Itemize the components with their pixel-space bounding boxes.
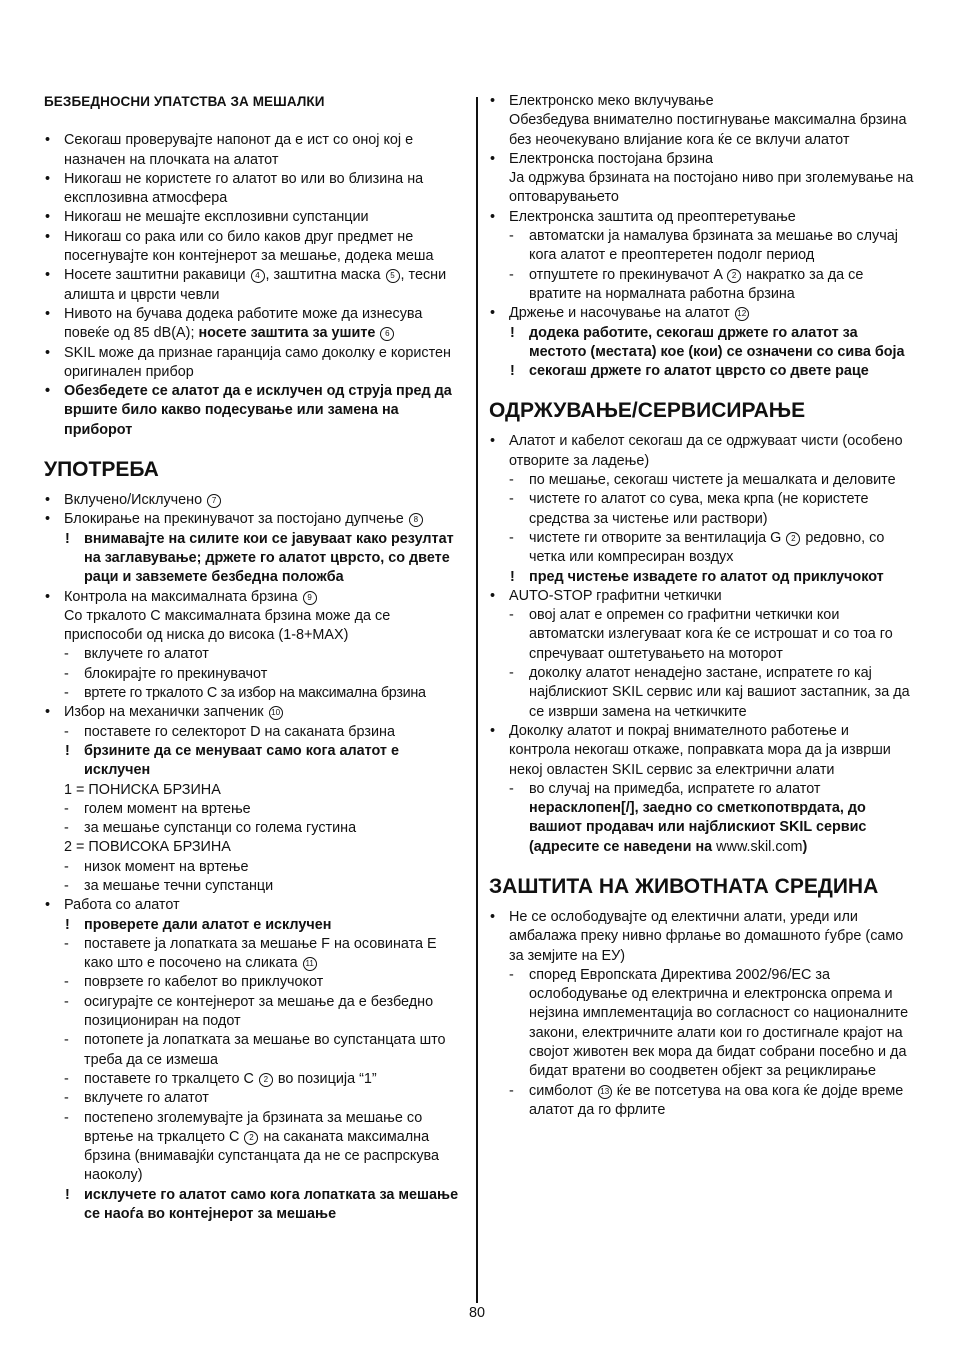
list-item: • Доколку алатот и покрај внимателното работење и контрола некогаш откаже, поправката мора да ја изврши некој овластен SKIL сервис за електрични алати: [489, 722, 914, 780]
sub-item: - поставете го селекторот D на саканата брзина: [44, 723, 469, 742]
ref-marker: 2: [727, 269, 741, 283]
sub-item: - блокирајте го прекинувачот: [44, 665, 469, 684]
sub-item: - според Европската Директива 2002/96/EC за ослободување од електрична и електронска опрема и нејзина имплементација во согласност со националните закони, електричните алати кои го достигнале крајот на својот животен век мора да бидат собрани посебно и да бидат вратени во соодветен објект за рециклирање: [489, 966, 914, 1082]
sub-item: - автоматски ја намалува брзината за мешање во случај кога алатот е преоптеретен подолг период: [489, 227, 914, 266]
list-item: • Обезбедете се алатот да е исклучен од струја пред да вршите било какво подесување или замена на приборот: [44, 382, 469, 440]
list-item: • Нивото на бучава додека работите може да изнесува повеќе од 85 dB(A); носете заштита за ушите 6: [44, 305, 469, 344]
sub-item: - голем момент на вртење: [44, 800, 469, 819]
sub-item: - низок момент на вртење: [44, 858, 469, 877]
ref-marker: 6: [380, 327, 394, 341]
sub-item: - чистете го алатот со сува, мека крпа (не користете средства за чистење или раствори): [489, 490, 914, 529]
ref-marker: 13: [598, 1085, 612, 1099]
warning-item: ! пред чистење извадете го алатот од приклучокот: [489, 568, 914, 587]
maintenance-heading: ОДРЖУВАЊЕ/СЕРВИСИРАЊЕ: [489, 399, 806, 423]
ref-marker: 7: [207, 494, 221, 508]
safety-heading: БЕЗБЕДНОСНИ УПАТСТВА ЗА МЕШАЛКИ: [44, 94, 325, 109]
page-number: 80: [468, 1305, 485, 1321]
ref-marker: 5: [386, 269, 400, 283]
list-item: • Блокирање на прекинувачот за постојано дупчење 8: [44, 510, 469, 529]
list-item: • Алатот и кабелот секогаш да се одржуваат чисти (особено отворите за ладење): [489, 432, 914, 471]
item-description: Со тркалото C максималната брзина може да се приспособи од ниска до висока (1-8+MAX): [64, 607, 391, 644]
list-item: • Држење и насочување на алатот 12: [489, 304, 914, 323]
sub-item: - за мешање супстанци со голема густина: [44, 819, 469, 838]
gear-label: 1 = ПОНИСКА БРЗИНА: [64, 781, 221, 798]
ref-marker: 9: [303, 591, 317, 605]
warning-item: ! проверете дали алатот е исклучен: [44, 916, 469, 935]
list-item: • Носете заштитни ракавици 4 , заштитна маска 5 , тесни алишта и цврсти чевли: [44, 266, 469, 305]
warning-item: ! внимавајте на силите кои се јавуваат како резултат на заглавување; држете го алатот цврсто, со двете раци и завземете безбедна положба: [44, 530, 469, 588]
sub-item: - доколку алатот ненадејно застане, испратете го кај најблискиот SKIL сервис или кај вашиот застапник, за да се изврши замена на четкичките: [489, 664, 914, 722]
sub-item: - за мешање течни супстанци: [44, 877, 469, 896]
list-item: • Електронска заштита од преоптеретување: [489, 208, 914, 227]
ref-marker: 2: [244, 1131, 258, 1145]
warning-item: ! исклучете го алатот само кога лопатката за мешање се наоѓа во контејнерот за мешање: [44, 1186, 469, 1225]
list-item: • SKIL може да признае гаранција само доколку е користен оригинален прибор: [44, 344, 469, 383]
sub-item: - вклучете го алатот: [44, 645, 469, 664]
sub-item: - симболот 13 ќе ве потсетува на ова кога ќе дојде време алатот да го фрлите: [489, 1082, 914, 1121]
ref-marker: 2: [259, 1073, 273, 1087]
list-item: • Електронско меко вклучување: [489, 92, 914, 111]
ref-marker: 4: [251, 269, 265, 283]
column-divider: [476, 97, 478, 1303]
sub-item: - по мешање, секогаш чистете ја мешалката и деловите: [489, 471, 914, 490]
use-heading: УПОТРЕБА: [44, 458, 159, 482]
item-description: Обезбедува внимателно постигнување максимална брзина без неочекувано влијание кога ќе се вклучи алатот: [509, 112, 907, 148]
sub-item: - вклучете го алатот: [44, 1089, 469, 1108]
item-description: Ја одржува брзината на постојано ниво при зголемување на оптоварувањето: [509, 170, 914, 206]
list-item: • Работа со алатот: [44, 896, 469, 915]
sub-item: - вртете го тркалото C за избор на максимална брзина: [44, 684, 469, 703]
warning-item: ! брзините да се менуваат само кога алатот е исклучен: [44, 742, 469, 781]
gear-label: 2 = ПОВИСОКА БРЗИНА: [64, 839, 231, 856]
list-item: • AUTO-STOP графитни четкички: [489, 587, 914, 606]
sub-item: - поставете го тркалцето C 2 во позиција “1”: [44, 1070, 469, 1089]
environment-heading: ЗАШТИТА НА ЖИВОТНАТА СРЕДИНА: [489, 874, 879, 898]
warning-item: ! секогаш држете го алатот цврсто со двете раце: [489, 362, 914, 381]
sub-item: - чистете ги отворите за вентилација G 2 редовно, со четка или компресиран воздух: [489, 529, 914, 568]
sub-item: - потопете ја лопатката за мешање во супстанцата што треба да се измеша: [44, 1031, 469, 1070]
ref-marker: 8: [409, 513, 423, 527]
sub-item: - овој алат е опремен со графитни четкички кои автоматски излегуваат кога ќе се истрошат и со тоа го спречуваат оштетувањето на моторот: [489, 606, 914, 664]
sub-item: - постепено зголемувајте ја брзината за мешање со вртење на тркалцето C 2 на саканата максимална брзина (внимавајќи супстанцата да не се распрскува наоколу): [44, 1109, 469, 1186]
left-column: [44, 92, 469, 1224]
list-item: • Не се ослободувајте од електични алати, уреди или амбалажа преку нивно фрлање во домашното ѓубре (само за земјите на ЕУ): [489, 908, 914, 966]
sub-item: - отпуштете го прекинувачот A 2 накратко за да се вратите на нормалната работна брзина: [489, 266, 914, 305]
sub-item: - поврзете го кабелот во приклучокот: [44, 973, 469, 992]
list-item: • Вклучено/Исклучено 7: [44, 491, 469, 510]
ref-marker: 12: [735, 307, 749, 321]
sub-item: - во случај на примедба, испратете го алатот нерасклопен[/], заедно со сметкопотврдата, до вашиот продавач или најблискиот SKIL сервис (адресите се наведени на www.skil.com): [489, 780, 914, 857]
ref-marker: 10: [269, 706, 283, 720]
warning-item: ! додека работите, секогаш држете го алатот за местото (местата) кое (кои) се означени со сива боја: [489, 324, 914, 363]
ref-marker: 11: [303, 957, 317, 971]
ref-marker: 2: [786, 532, 800, 546]
list-item: • Никогаш со рака или со било каков друг предмет не посегнувајте кон контејнерот за мешање, додека меша: [44, 228, 469, 267]
sub-item: - поставете ја лопатката за мешање F на осовината E како што е посочено на сликата 11: [44, 935, 469, 974]
list-item: • Никогаш не користете го алатот во или во близина на експлозивна атмосфера: [44, 170, 469, 209]
list-item: • Никогаш не мешајте експлозивни супстанции: [44, 208, 469, 227]
right-column: [489, 92, 914, 1120]
list-item: • Електронска постојана брзина: [489, 150, 914, 169]
website-link[interactable]: www.skil.com: [716, 838, 803, 855]
list-item: • Контрола на максималната брзина 9: [44, 588, 469, 607]
list-item: • Секогаш проверувајте напонот да е ист со оној кој е назначен на плочката на алатот: [44, 131, 469, 170]
list-item: • Избор на механички запченик 10: [44, 703, 469, 722]
sub-item: - осигурајте се контејнерот за мешање да е безбедно позициониран на подот: [44, 993, 469, 1032]
